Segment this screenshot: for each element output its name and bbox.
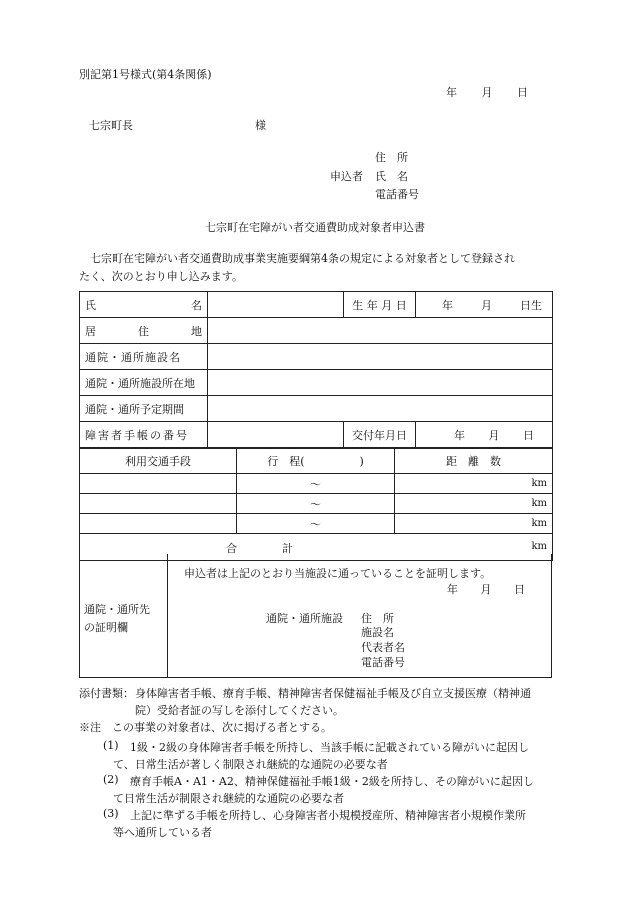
note-3-number: (3) — [103, 807, 119, 820]
document-title: 七宗町在宅障がい者交通費助成対象者申込書 — [205, 221, 425, 234]
name-label: 氏 名 — [80, 292, 208, 318]
certificate-date: 年 月 日 — [447, 583, 525, 596]
note-1-line-2: て、日常生活が著しく制限され継続的な通院の必要な者 — [113, 758, 388, 771]
honorific: 様 — [255, 119, 266, 132]
route-field[interactable]: 〜 — [237, 514, 395, 534]
certificate-label-1: 通院・通所先 — [84, 603, 150, 616]
date-year-label: 年 — [446, 86, 457, 99]
date-day-label: 日 — [517, 86, 528, 99]
facility-name-field[interactable] — [208, 344, 553, 370]
certificate-divider — [167, 554, 168, 677]
means-field[interactable] — [80, 494, 237, 514]
applicant-address-label: 住 所 — [375, 151, 408, 164]
certificate-representative-label: 代表者名 — [361, 641, 405, 654]
name-row — [80, 292, 553, 318]
date-month-label: 月 — [481, 86, 493, 99]
addressee: 七宗町長 — [89, 119, 133, 132]
intro-line-2: たく、次のとおり申し込みます。 — [79, 270, 243, 283]
schedule-field[interactable] — [208, 396, 553, 422]
attachments-line-2: 院）受給者証の写しを添付してください。 — [135, 704, 344, 717]
col-distance-header: 距 離 数 — [395, 449, 553, 474]
certificate-address-label: 住 所 — [361, 612, 394, 625]
facility-address-row — [80, 370, 553, 396]
distance-field[interactable]: km — [395, 494, 553, 514]
certificate-box — [79, 554, 552, 678]
facility-address-field[interactable] — [208, 370, 553, 396]
notes-heading: ※注 この事業の対象者は、次に掲げる者とする。 — [79, 721, 332, 734]
facility-name-row — [80, 344, 553, 370]
note-3-line-2: 等へ通所している者 — [113, 826, 212, 839]
intro-line-1: 七宗町在宅障がい者交通費助成事業実施要綱第4条の規定による対象者として登録され — [90, 252, 515, 265]
handbook-row — [80, 422, 553, 448]
col-route-header: 行 程( ) — [237, 449, 395, 474]
residence-field[interactable] — [208, 318, 553, 344]
transport-row — [80, 474, 553, 494]
total-unit: km — [531, 541, 547, 552]
applicant-name-label: 氏 名 — [375, 170, 408, 183]
issue-date-label: 交付年月日 — [344, 422, 416, 448]
certificate-facility-label: 通院・通所施設 — [266, 612, 343, 625]
header-date — [446, 84, 528, 100]
name-field[interactable] — [208, 292, 344, 318]
transport-row — [80, 494, 553, 514]
residence-label: 居 住 地 — [80, 318, 208, 344]
birth-label: 生 年 月 日 — [344, 292, 416, 318]
birth-field[interactable]: 年 月 日生 — [416, 292, 553, 318]
issue-date-field[interactable]: 年 月 日 — [416, 422, 553, 448]
route-field[interactable]: 〜 — [237, 474, 395, 494]
note-3-line-1: 上記に準ずる手帳を所持し、心身障害者小規模授産所、精神障害者小規模作業所 — [130, 809, 526, 822]
note-1-number: (1) — [103, 739, 119, 752]
certificate-statement: 申込者は上記のとおり当施設に通っていることを証明します。 — [184, 567, 492, 580]
note-2-line-1: 療育手帳A・A1・A2、精神保健福祉手帳1級・2級を所持し、その障がいに起因し — [130, 775, 534, 788]
form-id: 別記第1号様式(第4条関係) — [79, 68, 212, 81]
means-field[interactable] — [80, 474, 237, 494]
total-label-1: 合 — [226, 542, 237, 555]
means-field[interactable] — [80, 514, 237, 534]
applicant-label: 申込者 — [330, 170, 363, 183]
applicant-phone-label: 電話番号 — [375, 188, 419, 201]
note-2-line-2: て日常生活が制限され継続的な通院の必要な者 — [113, 792, 344, 805]
transport-table — [79, 448, 553, 561]
application-form-table — [79, 291, 553, 448]
col-means-header: 利用交通手段 — [80, 449, 237, 474]
route-field[interactable]: 〜 — [237, 494, 395, 514]
distance-field[interactable]: km — [395, 514, 553, 534]
facility-name-label: 通院・通所施設名 — [80, 344, 208, 370]
attachments-label: 添付書類： — [79, 687, 134, 700]
handbook-label: 障害者手帳の番号 — [80, 422, 208, 448]
certificate-phone-label: 電話番号 — [361, 656, 405, 669]
schedule-row — [80, 396, 553, 422]
note-1-line-1: 1級・2級の身体障害者手帳を所持し、当該手帳に記載されている障がいに起因し — [130, 741, 529, 754]
transport-header-row — [80, 449, 553, 474]
certificate-label-2: の証明欄 — [84, 621, 128, 634]
handbook-number-field[interactable] — [208, 422, 344, 448]
facility-address-label: 通院・通所施設所在地 — [80, 370, 208, 396]
attachments-line-1: 身体障害者手帳、療育手帳、精神障害者保健福祉手帳及び自立支援医療（精神通 — [135, 687, 531, 700]
transport-row — [80, 514, 553, 534]
schedule-label: 通院・通所予定期間 — [80, 396, 208, 422]
total-label-2: 計 — [282, 542, 293, 555]
residence-row — [80, 318, 553, 344]
note-2-number: (2) — [103, 773, 119, 786]
certificate-facility-name-label: 施設名 — [361, 626, 394, 639]
distance-field[interactable]: km — [395, 474, 553, 494]
